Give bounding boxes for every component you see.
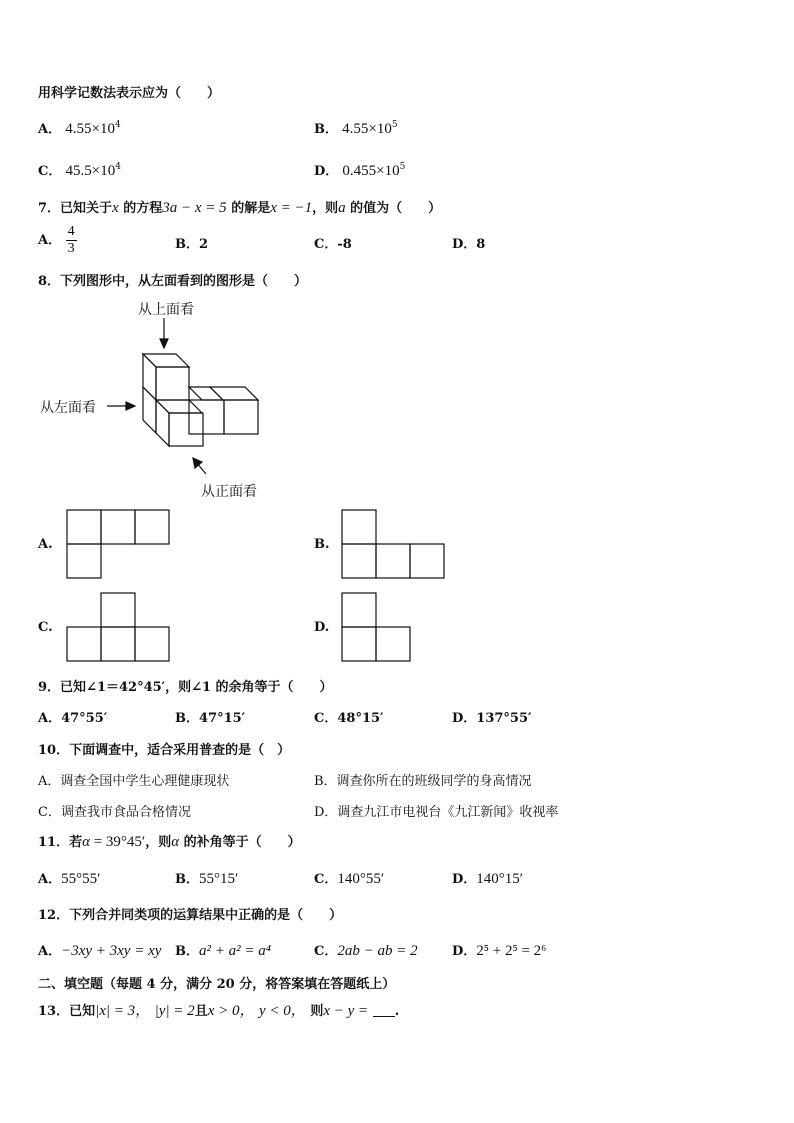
q7-option-d: D．8 — [452, 237, 486, 252]
q9-stem: 9．已知∠1＝42°45′，则∠1 的余角等于（ ） — [38, 680, 333, 695]
q8-option-a-shape — [67, 510, 169, 578]
q8-option-c-shape — [67, 593, 169, 661]
label-top-view: 从上面看 — [138, 302, 194, 318]
section-heading-fill-in: 二、填空题（每题 4 分，满分 20 分，将答案填在答题纸上） — [38, 977, 396, 992]
q7-stem: 7．已知关于x 的方程3a − x = 5 的解是x = −1，则a 的值为（ ） — [38, 200, 442, 216]
q6-option-d: D． $0.455\times 10^5$ — [314, 162, 406, 179]
q11-option-d: D．140°15′ — [452, 871, 524, 887]
q12-option-b: B．a² + a² = a⁴ — [175, 943, 271, 959]
q12-option-c: C．2ab − ab = 2 — [314, 943, 418, 959]
fraction-4-3: $\frac{4}{3}$ — [67, 224, 75, 256]
q6-option-b: B． $4.55\times 10^5$ — [314, 120, 398, 137]
q10-option-d: D．调查九江市电视台《九江新闻》收视率 — [314, 805, 559, 820]
q7-option-a: A． $\frac{4}{3}$ — [38, 224, 75, 256]
answer-blank[interactable] — [373, 1004, 395, 1017]
q8-option-c-label: C. — [38, 620, 53, 635]
q6-stem-tail: 用科学记数法表示应为（ ） — [38, 86, 221, 101]
q13-stem: 13．已知|x| = 3， |y| = 2且x > 0， y < 0， 则x − y = . — [38, 1003, 400, 1019]
q10-option-b: B．调查你所在的班级同学的身高情况 — [314, 774, 532, 789]
q8-option-b-label: B. — [314, 537, 330, 552]
q7-option-c: C．-8 — [314, 237, 352, 252]
q8-stem: 8．下列图形中，从左面看到的图形是（ ） — [38, 274, 308, 289]
q11-option-c: C．140°55′ — [314, 871, 385, 887]
q8-option-d-shape — [342, 593, 410, 661]
q9-option-c: C．48°15′ — [314, 711, 384, 726]
q6-option-a: A． $4.55\times 10^4$ — [38, 120, 121, 137]
q11-stem: 11．若α = 39°45′，则α 的补角等于（ ） — [38, 834, 301, 850]
q12-option-d: D．2⁵ + 2⁵ = 2⁶ — [452, 943, 547, 959]
q8-option-b-shape — [342, 510, 444, 578]
label-left-view: 从左面看 — [40, 400, 96, 416]
q7-option-b: B．2 — [175, 237, 209, 252]
q11-option-b: B．55°15′ — [175, 871, 239, 887]
q10-stem: 10．下面调查中，适合采用普查的是（ ） — [38, 743, 291, 758]
q12-option-a: A．−3xy + 3xy = xy — [38, 943, 162, 959]
q10-option-c: C．调查我市食品合格情况 — [38, 805, 191, 820]
q6-option-c: C． $45.5\times 10^4$ — [38, 162, 121, 179]
q11-option-a: A．55°55′ — [38, 871, 101, 887]
q9-option-b: B．47°15′ — [175, 711, 246, 726]
label-front-view: 从正面看 — [201, 484, 257, 500]
q10-option-a: A．调查全国中学生心理健康现状 — [38, 774, 230, 789]
q9-option-a: A．47°55′ — [38, 711, 108, 726]
q12-stem: 12．下列合并同类项的运算结果中正确的是（ ） — [38, 908, 343, 923]
q8-option-d-label: D. — [314, 620, 330, 635]
q8-option-a-label: A. — [38, 537, 53, 552]
q9-option-d: D．137°55′ — [452, 711, 532, 726]
